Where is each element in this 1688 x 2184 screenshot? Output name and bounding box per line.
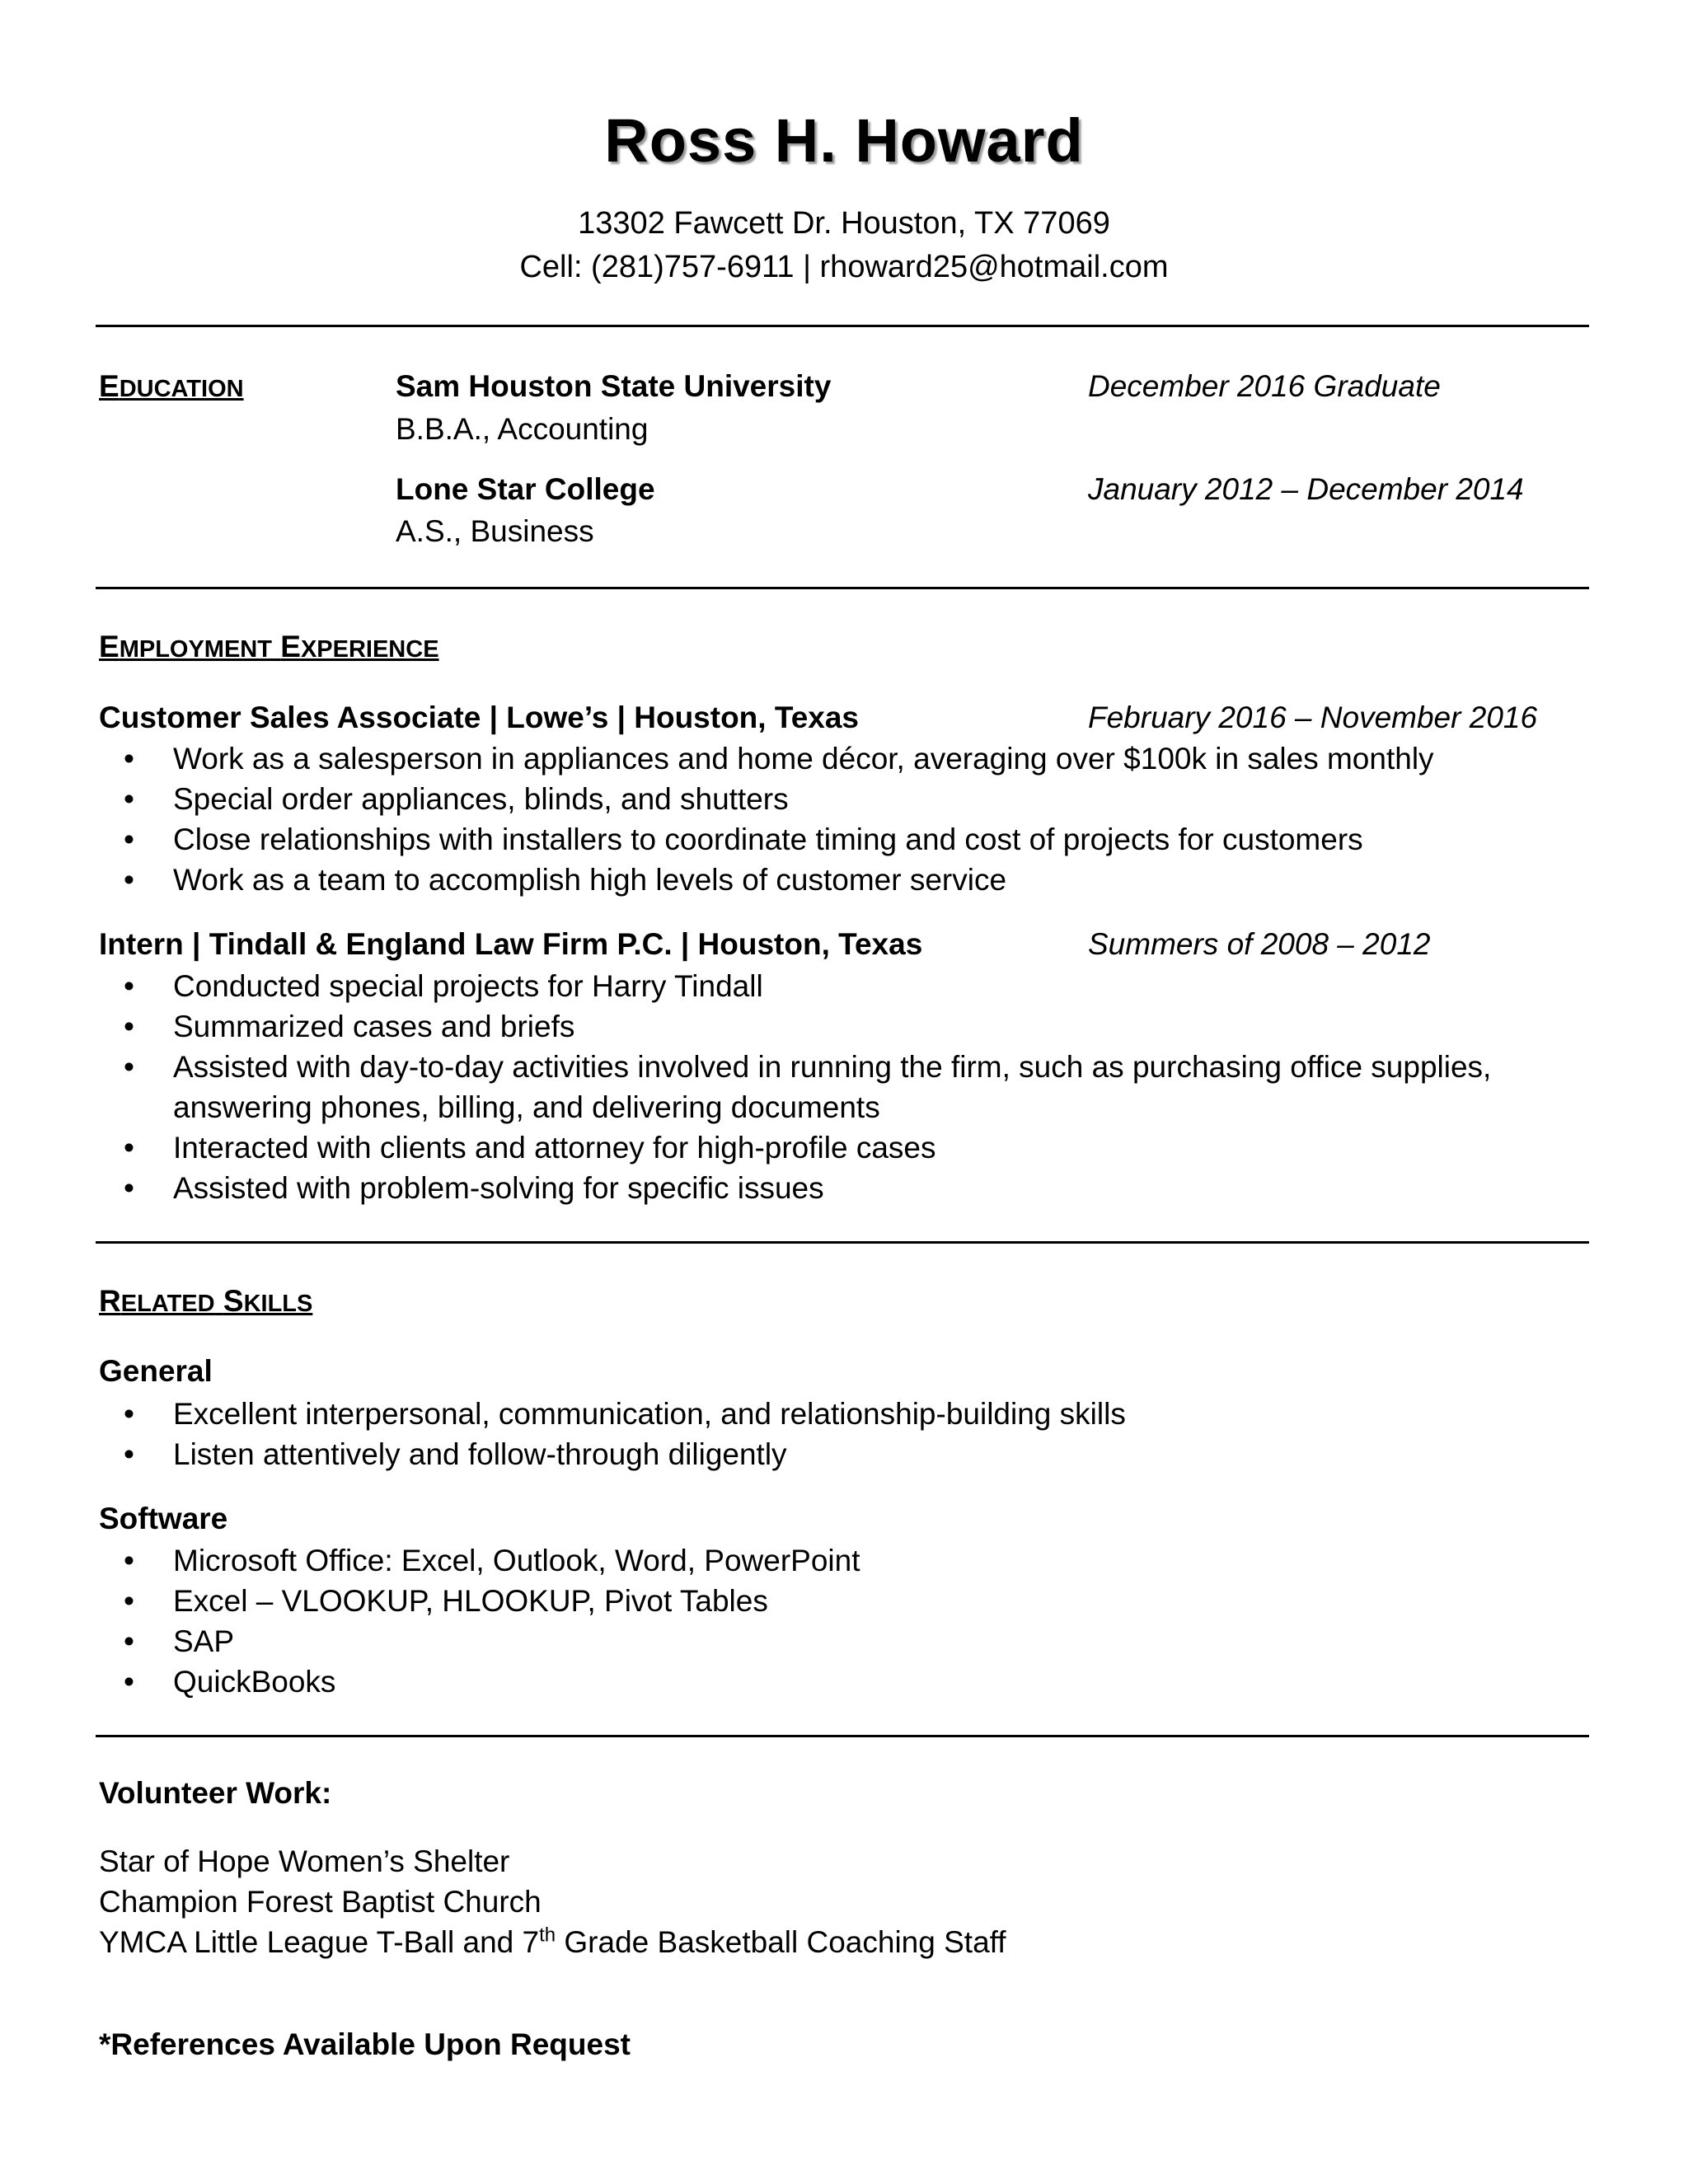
list-item: • Special order appliances, blinds, and shutters (124, 779, 1434, 819)
candidate-name: Ross H. Howard (604, 106, 1084, 175)
address-line: 13302 Fawcett Dr. Houston, TX 77069 (578, 206, 1110, 241)
school-dates: January 2012 – December 2014 (1088, 472, 1524, 506)
list-item: • QuickBooks (124, 1661, 860, 1702)
volunteer-item: YMCA Little League T-Ball and 7th Grade Basketball Coaching Staff (99, 1924, 1006, 1959)
job-bullet-list (124, 738, 1434, 900)
software-skills-title: Software (99, 1502, 228, 1535)
skills-heading: RELATED SKILLS (99, 1284, 313, 1318)
general-skills-list (124, 1394, 1126, 1474)
list-item: • Microsoft Office: Excel, Outlook, Word, PowerPoint (124, 1540, 860, 1581)
job-heading: Customer Sales Associate | Lowe’s | Houston, Texas (99, 701, 860, 734)
list-item: • Excel – VLOOKUP, HLOOKUP, Pivot Tables (124, 1581, 860, 1621)
job-dates: February 2016 – November 2016 (1088, 701, 1538, 734)
school-name: Lone Star College (396, 472, 655, 506)
list-item: • Listen attentively and follow-through diligently (124, 1434, 1126, 1474)
volunteer-item: Star of Hope Women’s Shelter (99, 1844, 510, 1878)
job-dates: Summers of 2008 – 2012 (1088, 927, 1431, 961)
list-item: • Excellent interpersonal, communication, and relationship-building skills (124, 1394, 1126, 1434)
list-item: • Interacted with clients and attorney for high-profile cases (124, 1127, 1533, 1168)
volunteer-heading: Volunteer Work: (99, 1776, 332, 1810)
education-heading: EDUCATION (99, 369, 244, 403)
list-item: • Summarized cases and briefs (124, 1006, 1533, 1047)
school-degree: A.S., Business (396, 514, 594, 548)
list-item: • Assisted with day-to-day activities involved in running the firm, such as purchasing office supplies, answering phones, billing, and delivering documents (124, 1047, 1533, 1127)
job-heading: Intern | Tindall & England Law Firm P.C. | Houston, Texas (99, 927, 923, 961)
job-bullet-list (124, 966, 1533, 1208)
divider (96, 325, 1589, 327)
employment-heading: EMPLOYMENT EXPERIENCE (99, 630, 439, 663)
list-item: • SAP (124, 1621, 860, 1661)
list-item: • Work as a salesperson in appliances and home décor, averaging over $100k in sales monthly (124, 738, 1434, 779)
divider (96, 1241, 1589, 1244)
list-item: • Assisted with problem-solving for specific issues (124, 1168, 1533, 1208)
school-degree: B.B.A., Accounting (396, 412, 649, 446)
list-item: • Conducted special projects for Harry Tindall (124, 966, 1533, 1006)
list-item: • Work as a team to accomplish high levels of customer service (124, 860, 1434, 900)
school-name: Sam Houston State University (396, 369, 832, 403)
divider (96, 1735, 1589, 1737)
list-item: • Close relationships with installers to coordinate timing and cost of projects for customers (124, 819, 1434, 860)
volunteer-item: Champion Forest Baptist Church (99, 1885, 542, 1919)
school-dates: December 2016 Graduate (1088, 369, 1441, 403)
general-skills-title: General (99, 1354, 213, 1388)
contact-line: Cell: (281)757-6911 | rhoward25@hotmail.com (519, 250, 1169, 284)
divider (96, 587, 1589, 589)
software-skills-list (124, 1540, 860, 1702)
references-note: *References Available Upon Request (99, 2027, 631, 2061)
